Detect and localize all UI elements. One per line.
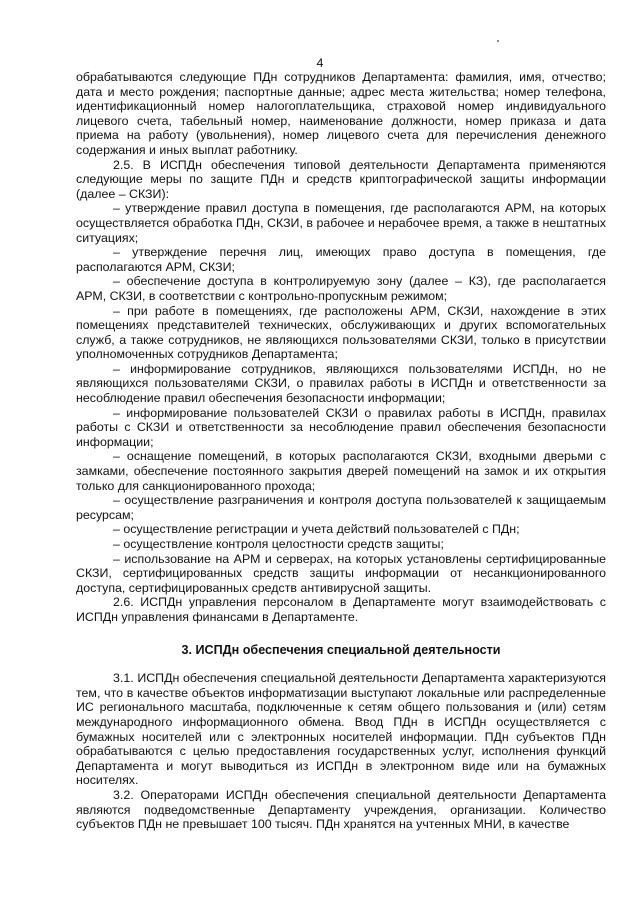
paragraph: 3.1. ИСПДн обеспечения специальной деятельности Департамента характеризуются тем, что в качестве объектов информатизации выступают локальные или распределенные ИС регионального масштаба, подключенные к сетям общего пользования и (или) сетям международного информационного обмена. Ввод ПДн в ИСПДн осуществляется с бумажных носителей или с электронных носителей информации. ПДн субъектов ПДн обрабатываются с целью предоставления государственных услуг, исполнения функций Департамента и могут выводиться из ИСПДн в электронном виде или на бумажных носителях. bbox=[76, 671, 606, 788]
paragraph: – при работе в помещениях, где расположены АРМ, СКЗИ, нахождение в этих помещениях представителей технических, обслуживающих и других вспомогательных служб, а также сотрудников, не являющихся пользователями СКЗИ, только в присутствии уполномоченных сотрудников Департамента; bbox=[76, 303, 606, 362]
paragraph: 3.2. Операторами ИСПДн обеспечения специальной деятельности Департамента являются подведомственные Департаменту учреждения, организации. Количество субъектов ПДн не превышает 100 тысяч. ПДн хранятся на учтенных МНИ, в качестве bbox=[76, 787, 606, 832]
paragraph: – утверждение правил доступа в помещения, где располагаются АРМ, на которых осуществляется обработка ПДн, СКЗИ, в рабочее и нерабочее время, а также в нештатных ситуациях; bbox=[76, 201, 606, 245]
paragraph: – оснащение помещений, в которых располагаются СКЗИ, входными дверьми с замками, обеспечение постоянного закрытия дверей помещений на замок и их открытия только для санкционированного прохода; bbox=[76, 449, 606, 493]
paragraph: 2.6. ИСПДн управления персоналом в Департаменте могут взаимодействовать с ИСПДн управления финансами в Департаменте. bbox=[76, 595, 606, 624]
paragraph: – осуществление регистрации и учета действий пользователей с ПДн; bbox=[113, 522, 520, 537]
paragraphs-after bbox=[76, 671, 606, 832]
scan-speck bbox=[497, 40, 499, 42]
paragraph: – использование на АРМ и серверах, на которых установлены сертифицированные СКЗИ, сертифицированных средств защиты информации от несанкционированного доступа, сертифицированных средств антивирусной защиты. bbox=[76, 551, 606, 595]
paragraph: – утверждение перечня лиц, имеющих право доступа в помещения, где располагаются АРМ, СКЗИ; bbox=[76, 245, 606, 274]
paragraph: – осуществление разграничения и контроля доступа пользователей к защищаемым ресурсам; bbox=[76, 493, 606, 522]
document-body bbox=[76, 70, 606, 832]
paragraphs-before bbox=[76, 70, 606, 625]
paragraph: обрабатываются следующие ПДн сотрудников Департамента: фамилия, имя, отчество; дата и место рождения; паспортные данные; адрес места жительства; номер телефона, идентификационный номер налогоплательщика, страховой номер индивидуального лицевого счета, табельный номер, наименование должности, номер приказа и дата приема на работу (увольнения), номер лицевого счета для перечисления денежного содержания и иных выплат работнику. bbox=[76, 70, 606, 157]
paragraph: – информирование пользователей СКЗИ о правилах работы в ИСПДн, правилах работы с СКЗИ и ответственности за несоблюдение правил обеспечения безопасности информации; bbox=[76, 405, 606, 449]
page-number: 4 bbox=[316, 56, 324, 70]
paragraph: – информирование сотрудников, являющихся пользователями ИСПДн, но не являющихся пользователями СКЗИ, о правилах работы в ИСПДн и ответственности за несоблюдение правил обеспечения безопасности информации; bbox=[76, 361, 606, 406]
paragraph: 2.5. В ИСПДн обеспечения типовой деятельности Департамента применяются следующие меры по защите ПДн и средств криптографической защиты информации (далее – СКЗИ): bbox=[76, 157, 606, 201]
paragraph: – осуществление контроля целостности средств защиты; bbox=[113, 537, 444, 551]
section-heading: 3. ИСПДн обеспечения специальной деятельности bbox=[181, 642, 501, 657]
paragraph: – обеспечение доступа в контролируемую зону (далее – КЗ), где располагается АРМ, СКЗИ, в соответствии с контрольно-пропускным режимом; bbox=[76, 274, 606, 303]
